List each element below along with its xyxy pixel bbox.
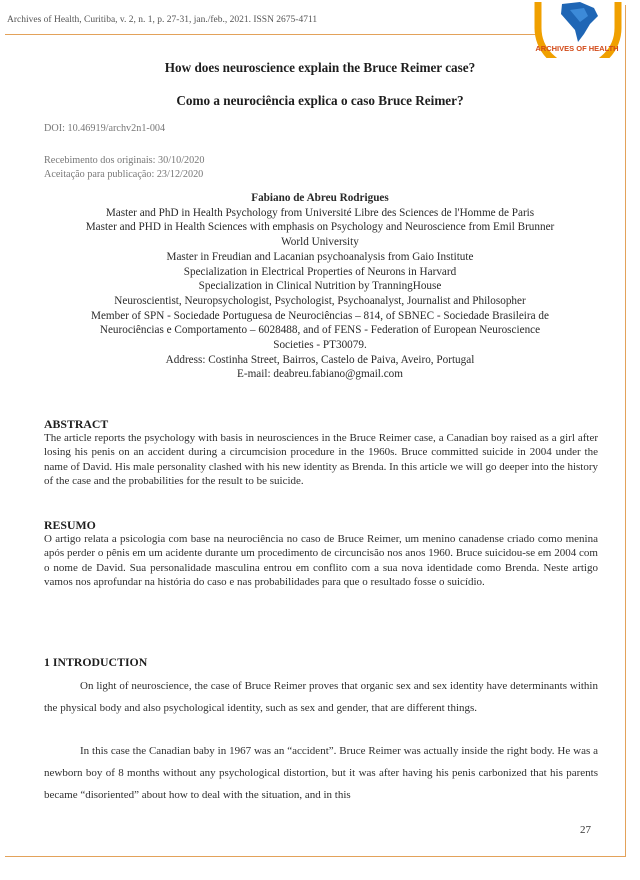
author-address: Address: Costinha Street, Bairros, Castelo de Paiva, Aveiro, Portugal xyxy=(165,353,475,366)
received-date: Recebimento dos originais: 30/10/2020 xyxy=(44,155,205,166)
title-portuguese: Como a neurociência explica o caso Bruce Reimer? xyxy=(176,93,464,108)
abstract-text: The article reports the psychology with basis in neurosciences in the Bruce Reimer case, a Canadian boy raised as a girl after losing his penis on an accident during a circumcision procedure in the 1960s. Bruce committed suicide in 2004 under the name of David. His male personality clashed with his new identity as Brenda. In this article we will go deeper into the history of the case and the probabilities for the result to be suicide. xyxy=(44,432,598,488)
author-credential: World University xyxy=(281,236,359,249)
abstract-heading: ABSTRACT xyxy=(44,417,109,431)
running-head: Archives of Health, Curitiba, v. 2, n. 1, p. 27-31, jan./feb., 2021. ISSN 2675-4711 xyxy=(7,15,318,25)
author-membership: Societies - PT30079. xyxy=(273,339,367,352)
resumo-heading: RESUMO xyxy=(44,518,96,532)
author-credential: Neuroscientist, Neuropsychologist, Psychologist, Psychoanalyst, Journalist and Philosopher xyxy=(114,294,526,307)
author-credential: Master and PHD in Health Sciences with emphasis on Psychology and Neuroscience from Emil Brunner xyxy=(85,221,555,234)
author-block xyxy=(20,191,620,382)
author-membership: Neurociências e Comportamento – 6028488, and of FENS - Federation of European Neuroscience xyxy=(99,324,541,337)
author-credential: Specialization in Clinical Nutrition by TranningHouse xyxy=(198,280,442,293)
resumo-text: O artigo relata a psicologia com base na neurociência no caso de Bruce Reimer, um menino canadense criado como menina após perder o pênis em um acidente durante um procedimento de circuncisão nos anos 1960. Bruce suicidou-se em 2004 com o nome de David. Sua personalidade masculina entrou em conflito com a sua nova identidade como Brenda. Neste artigo vamos nos aprofundar na história do caso e nas probabilidades para que o resultado fosse o suicídio. xyxy=(44,533,598,589)
author-name: Fabiano de Abreu Rodrigues xyxy=(251,192,389,204)
author-credential: Master and PhD in Health Psychology from Université Libre des Sciences de l'Homme de Paris xyxy=(105,206,535,219)
author-credential: Master in Freudian and Lacanian psychoanalysis from Gaio Institute xyxy=(166,250,474,263)
introduction-heading: 1 INTRODUCTION xyxy=(44,655,148,669)
doi[interactable]: DOI: 10.46919/archv2n1-004 xyxy=(44,123,166,134)
introduction-paragraph: On light of neuroscience, the case of Bruce Reimer proves that organic sex and sex identity have determinants within the physical body and also psychological identity, such as sex and gender, that are different things. xyxy=(44,680,598,714)
title-english: How does neuroscience explain the Bruce Reimer case? xyxy=(164,60,476,75)
author-credential: Specialization in Electrical Properties of Neurons in Harvard xyxy=(183,265,457,278)
logo-text: ARCHIVES OF HEALTH xyxy=(535,44,619,53)
accepted-date: Aceitação para publicação: 23/12/2020 xyxy=(44,169,204,180)
author-membership: Member of SPN - Sociedade Portuguesa de Neurociências – 814, of SBNEC - Sociedade Brasileira de xyxy=(91,309,549,322)
author-email[interactable]: E-mail: deabreu.fabiano@gmail.com xyxy=(237,368,403,381)
page-number: 27 xyxy=(580,824,591,836)
introduction-paragraph: In this case the Canadian baby in 1967 was an “accident”. Bruce Reimer was actually inside the right body. He was a newborn boy of 8 months without any psychological distortion, but it was after having his penis carbonized that his parents became “disoriented” about how to deal with the situation, and in this xyxy=(44,745,598,801)
